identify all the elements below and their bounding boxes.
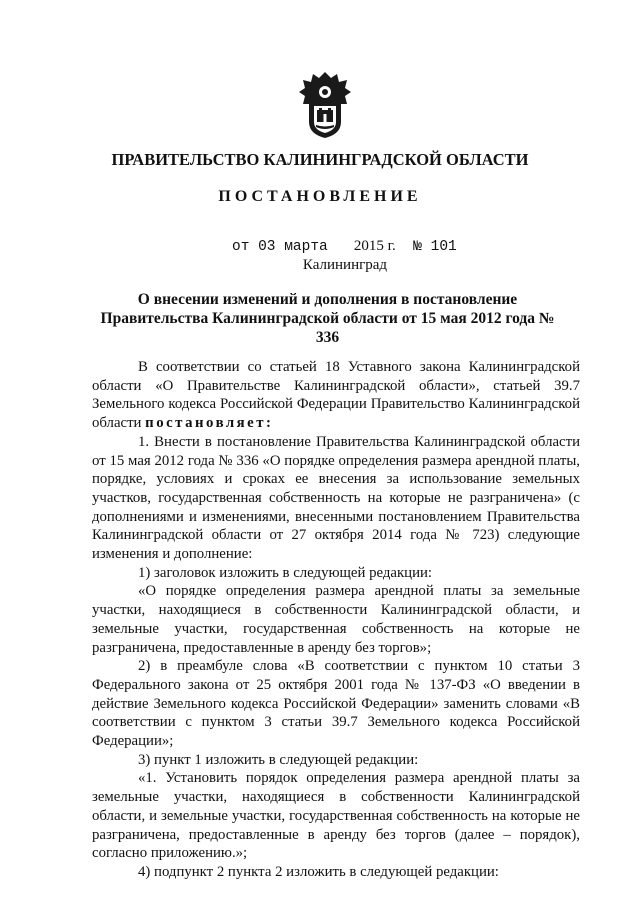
- document-body: [92, 358, 580, 882]
- date-year: 2015 г.: [353, 238, 396, 254]
- document-subject: О внесении изменений и дополнения в постановление Правительства Калининградской области от 15 мая 2012 года № 336: [100, 291, 555, 346]
- paragraph-text: В соответствии со статьей 18 Уставного закона Калининградской области «О Правительстве Калининградской области», статьей 39.7 Земельного кодекса Российской Федерации Правительство Калининградской области: [92, 359, 580, 432]
- paragraph: [92, 358, 580, 433]
- resolution-verb: постановляет:: [145, 415, 274, 432]
- document-number: № 101: [413, 239, 457, 255]
- paragraph: «О порядке определения размера арендной платы за земельные участки, находящиеся в собственности Калининградской области, и земельные участки, государственная собственность на которые не разграничена, предоставленные в аренду без торгов»;: [92, 583, 580, 656]
- date-value: 03 марта: [258, 239, 328, 255]
- coat-of-arms-icon: [297, 70, 353, 140]
- paragraph: 2) в преамбуле слова «В соответствии с пунктом 10 статьи 3 Федерального закона от 25 октября 2001 года № 137-ФЗ «О введении в действие Земельного кодекса Российской Федерации» заменить словами «В соответствии с пунктом 3 статьи 39.7 Земельного кодекса Российской Федерации»;: [92, 658, 580, 750]
- government-title: ПРАВИТЕЛЬСТВО КАЛИНИНГРАДСКОЙ ОБЛАСТИ: [111, 150, 529, 169]
- city: Калининград: [302, 257, 388, 273]
- date-prefix: от: [232, 239, 250, 255]
- paragraph: «1. Установить порядок определения размера арендной платы за земельные участки, находящиеся в собственности Калининградской области, и земельные участки, государственная собственность на которые не разграничена, предоставленные в аренду без торгов (далее – порядок), согласно приложению.»;: [92, 770, 580, 862]
- paragraph: 3) пункт 1 изложить в следующей редакции:: [138, 751, 419, 768]
- paragraph: 1. Внести в постановление Правительства Калининградской области от 15 мая 2012 года № 336 «О порядке определения размера арендной платы, порядке, условиях и сроках ее внесения за использование земельных участков, государственная собственность на которые не разграничена» (с дополнениями и изменениями, внесенными постановлением Правительства Калининградской области от 27 октября 2014 года № 723) следующие изменения и дополнение:: [92, 433, 580, 563]
- date-line: [232, 238, 457, 255]
- document-type: ПОСТАНОВЛЕНИЕ: [218, 188, 422, 205]
- paragraph: 1) заголовок изложить в следующей редакции:: [138, 564, 433, 581]
- paragraph: 4) подпункт 2 пункта 2 изложить в следующей редакции:: [138, 863, 499, 880]
